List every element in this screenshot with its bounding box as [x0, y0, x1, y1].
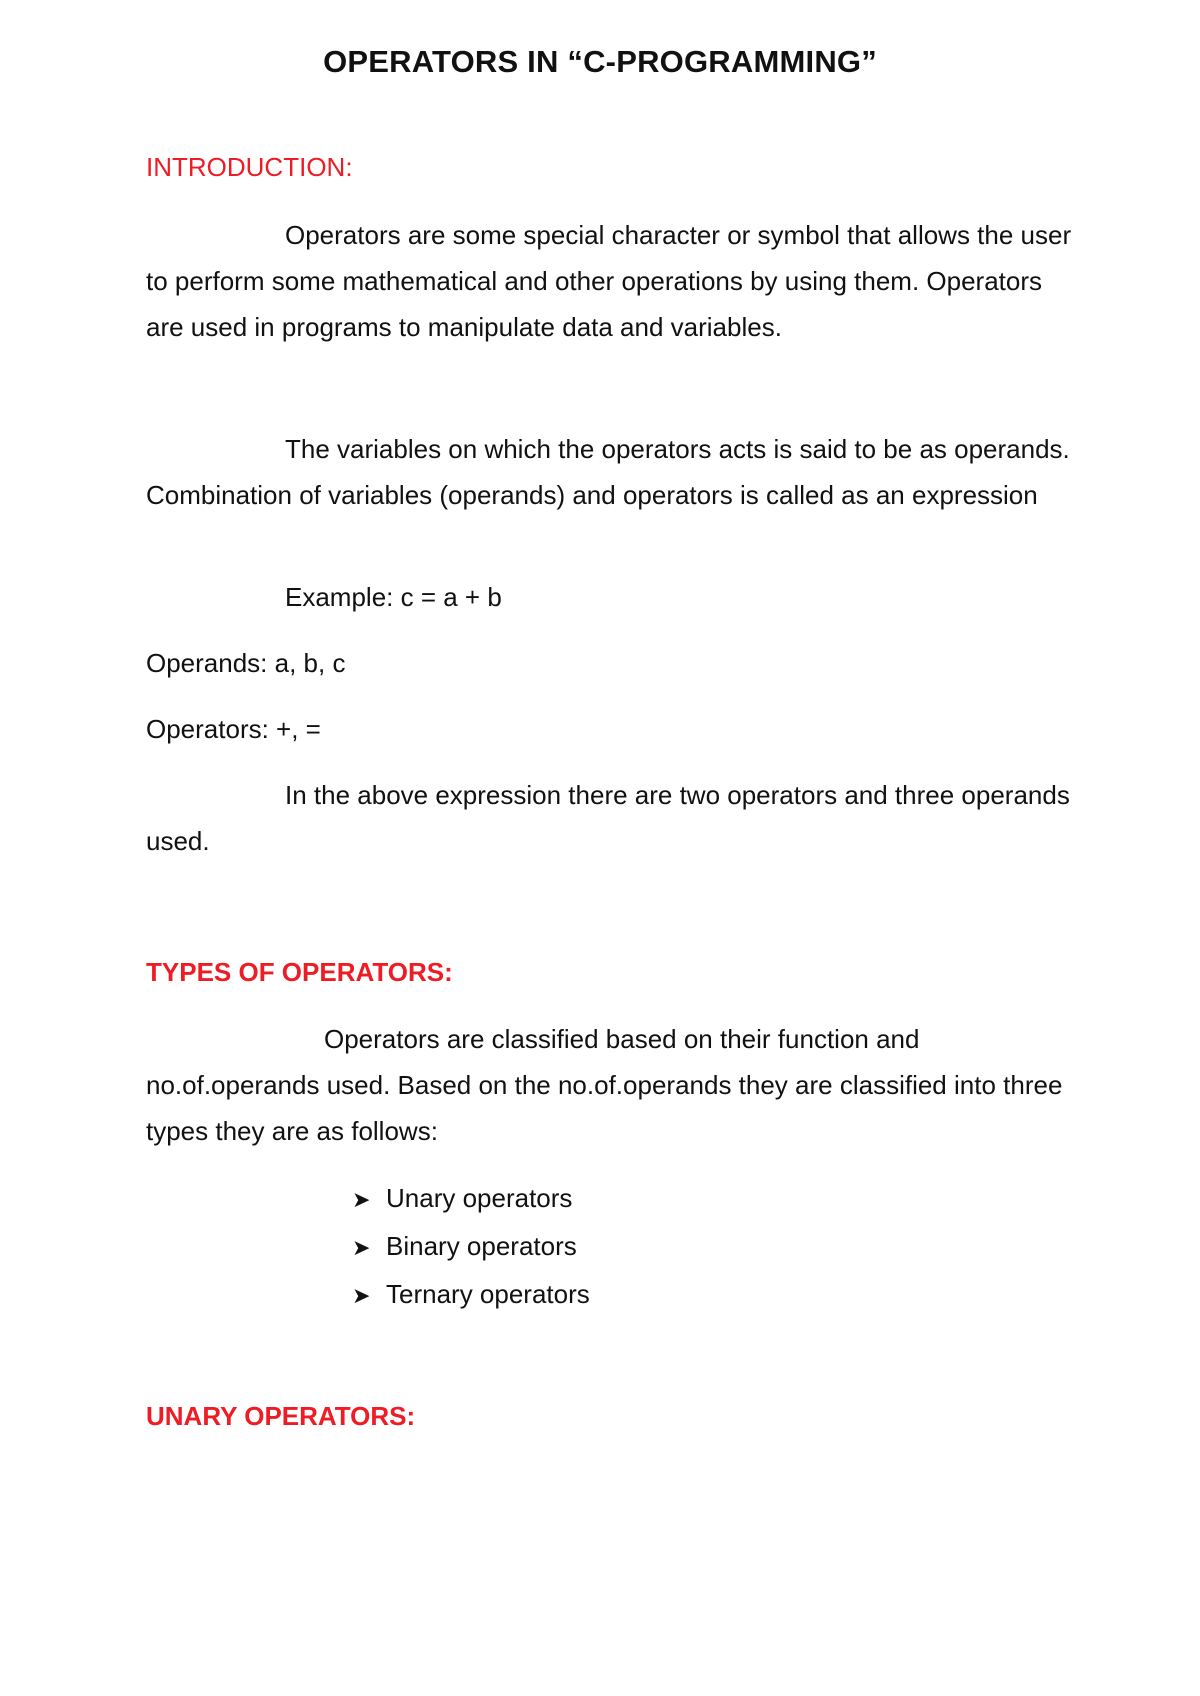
list-item	[352, 1223, 590, 1271]
page-title: OPERATORS IN “C-PROGRAMMING”	[323, 44, 877, 79]
arrow-bullet-icon: ➤	[352, 1283, 371, 1308]
list-item-label: Ternary operators	[386, 1279, 590, 1309]
example-expression: Example: c = a + b	[285, 582, 502, 612]
introduction-paragraph-1: Operators are some special character or symbol that allows the user to perform some mathematical and other operations by using them. Operators are used in programs to manipulate data and variables.	[146, 220, 1072, 342]
introduction-paragraph-3: In the above expression there are two operators and three operands used.	[146, 780, 1070, 856]
list-item-label: Binary operators	[386, 1231, 577, 1261]
unary-heading: UNARY OPERATORS:	[146, 1401, 416, 1431]
arrow-bullet-icon: ➤	[352, 1235, 371, 1260]
introduction-paragraph-2: The variables on which the operators acts is said to be as operands. Combination of variables (operands) and operators is called as an expression	[146, 434, 1070, 510]
list-item	[352, 1271, 590, 1319]
operators-line: Operators: +, =	[146, 714, 321, 744]
types-heading: TYPES OF OPERATORS:	[146, 957, 453, 987]
operands-line: Operands: a, b, c	[146, 648, 346, 678]
operator-types-list	[352, 1175, 590, 1319]
arrow-bullet-icon: ➤	[352, 1187, 371, 1212]
list-item-label: Unary operators	[386, 1183, 573, 1213]
types-paragraph: Operators are classified based on their function and no.of.operands used. Based on the no.of.operands they are classified into three types they are as follows:	[146, 1024, 1063, 1146]
introduction-heading: INTRODUCTION:	[146, 152, 353, 182]
list-item	[352, 1175, 590, 1223]
